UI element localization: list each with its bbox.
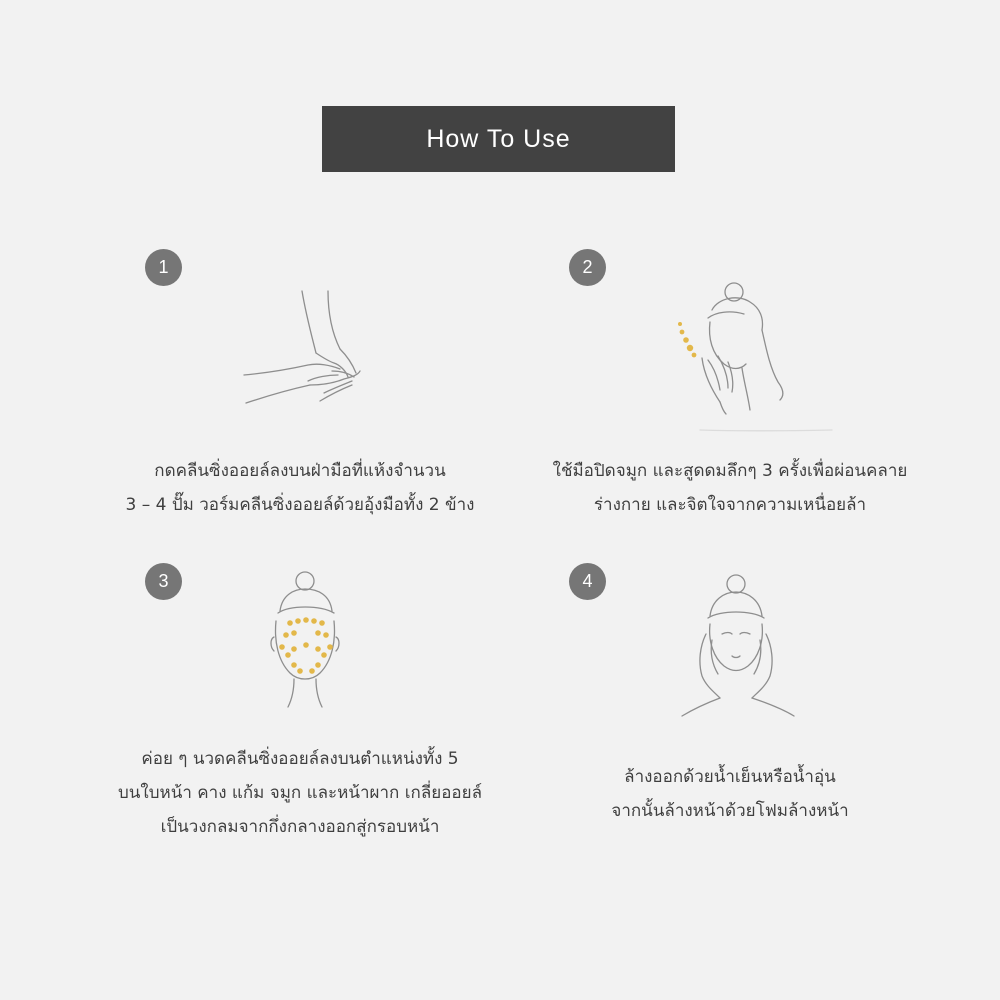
step-3-line-2: บนใบหน้า คาง แก้ม จมูก และหน้าผาก เกลี่ยออยล์ (118, 783, 482, 803)
step-4-line-2: จากนั้นล้างหน้าด้วยโฟมล้างหน้า (611, 801, 849, 821)
step-4-instructions (520, 760, 940, 828)
step-3-instructions (100, 742, 500, 844)
step-1-badge: 1 (145, 249, 182, 286)
face-breathing-icon (672, 278, 837, 438)
step-1-line-2: 3 – 4 ปั๊ม วอร์มคลีนซิ่งออยล์ด้วยอุ้งมือทั้ง 2 ข้าง (125, 495, 475, 515)
hands-pumping-oil-icon (236, 285, 366, 410)
step-2-line-1: ใช้มือปิดจมูก และสูดดมลึกๆ 3 ครั้งเพื่อผ่อนคลาย (552, 461, 908, 481)
face-massage-icon (260, 565, 350, 715)
step-2-line-2: ร่างกาย และจิตใจจากความเหนื่อยล้า (593, 495, 867, 515)
step-3-line-1: ค่อย ๆ นวดคลีนซิ่งออยล์ลงบนตำแหน่งทั้ง 5 (141, 749, 459, 769)
step-4-badge: 4 (569, 563, 606, 600)
step-2-instructions (520, 454, 940, 522)
step-3-badge: 3 (145, 563, 182, 600)
page-title: How To Use (322, 106, 675, 172)
face-rinsing-icon (676, 570, 801, 720)
step-4-line-1: ล้างออกด้วยน้ำเย็นหรือน้ำอุ่น (624, 767, 836, 787)
step-1-instructions (100, 454, 500, 522)
step-1-line-1: กดคลีนซิ่งออยล์ลงบนฝ่ามือที่แห้งจำนวน (154, 461, 446, 481)
step-3-line-3: เป็นวงกลมจากกึ่งกลางออกสู่กรอบหน้า (160, 817, 440, 837)
step-2-badge: 2 (569, 249, 606, 286)
